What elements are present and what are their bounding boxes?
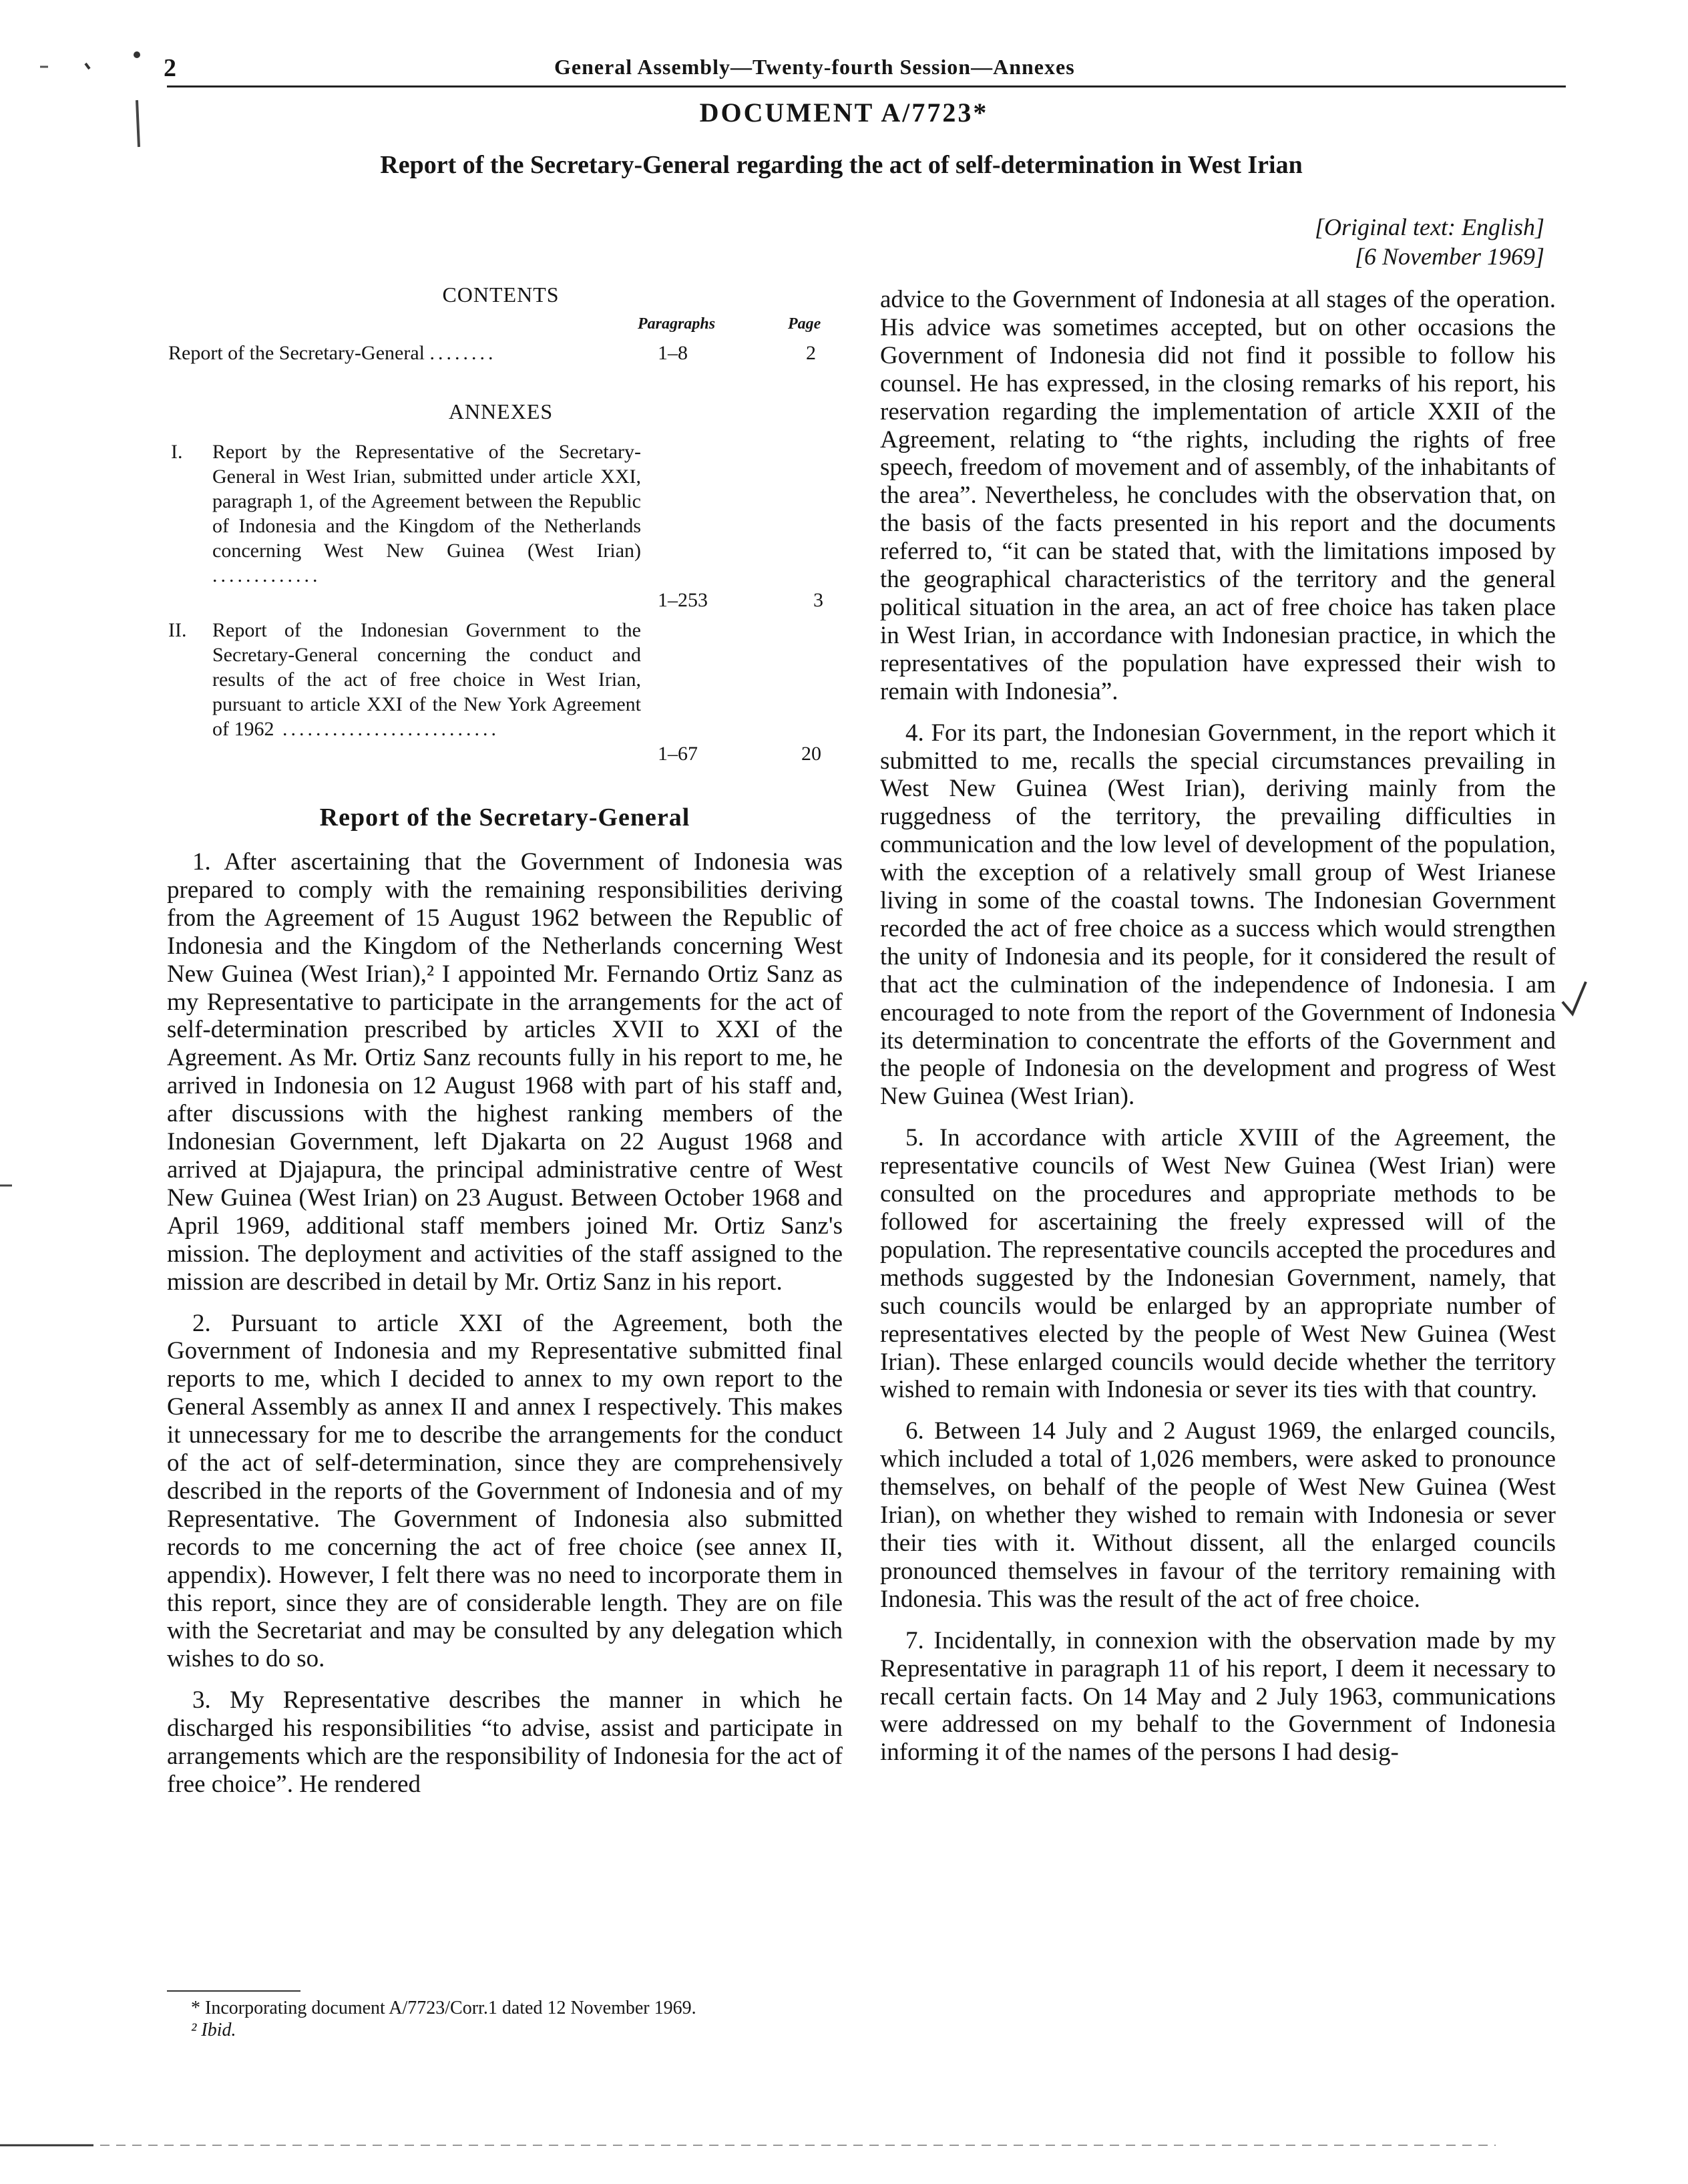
annex-number: I. — [171, 441, 183, 463]
footnote-rule — [167, 1990, 300, 1992]
annex-number: II. — [168, 619, 187, 641]
right-column — [880, 286, 1556, 1780]
document-title: Report of the Secretary-General regarding the act of self-determination in West Irian — [380, 151, 1303, 179]
original-note — [1315, 212, 1544, 271]
annexes-heading: ANNEXES — [448, 399, 554, 423]
paragraph-2: 2. Pursuant to article XXI of the Agreement, both the Government of Indonesia and my Representative submitted final reports to me, which I decided to annex to my own report to the General Assembly as annex II and annex I respectively. This makes it unnecessary for me to describe the arrangements for the conduct of the act of self-determination, since they are comprehensively described in the reports of the Government of Indonesia and of my Representative. The Government of Indonesia also submitted records to me concerning the act of free choice (see annex II, appendix). However, I felt there was no need to incorporate them in this report, since they are of considerable length. They are on file with the Secretariat and may be consulted by any delegation which wishes to do so. — [167, 1309, 843, 1673]
contents-col-page: Page — [788, 315, 821, 333]
toc-entry-label: Report of the Secretary-General — [168, 342, 425, 364]
contents-heading: CONTENTS — [442, 283, 560, 307]
paragraph-4: 4. For its part, the Indonesian Government, in the report which it submitted to me, recalls the special circumstances prevailing in West New Guinea (West Irian), deriving mainly from the ruggedness of the territory, the prevailing difficulties in communication and the low level of development of the population, with the exception of a relatively small group of West Irianese living in some of the coastal towns. The Indonesian Government recorded the act of free choice as a success which would strengthen the unity of Indonesia and its people, for it considered the result of that act the culmination of the independence of Indonesia. I am encouraged to note from the report of the Government of Indonesia its determination to concentrate the efforts of the Government and the people of Indonesia on the development and progress of West New Guinea (West Irian). — [880, 719, 1556, 1111]
running-title: General Assembly—Twenty-fourth Session—Annexes — [554, 55, 1075, 79]
paragraph-3-continued: advice to the Government of Indonesia at all stages of the operation. His advice was sometimes accepted, but on other occasions the Government of Indonesia did not find it possible to follow his counsel. He has expressed, in the closing remarks of his report, his reservation regarding the implementation of article XXII of the Agreement, relating to “the rights, including the rights of free speech, freedom of movement and of assembly, of the inhabitants of the area”. Nevertheless, he concludes with the observation that, on the basis of the facts presented in his report and the documents referred to, “it can be stated that, with the limitations imposed by the geographical characteristics of the territory and the general political situation in the area, an act of free choice has taken place in West Irian, in accordance with Indonesian practice, in which the representatives of the population have expressed their wish to remain with Indonesia”. — [880, 286, 1556, 705]
annex-ii-title: Report of the Indonesian Government to the Secretary-General concerning the conduct and results of the act of free choice in West Irian, pursuant to article XXI of the New York Agreement of 1962 .......................... — [212, 619, 641, 740]
toc-entry-page: 2 — [806, 342, 816, 364]
paragraph-3: 3. My Representative describes the manner in which he discharged his responsibilities “to advise, assist and participate in arrangements which are the responsibility of Indonesia for the act of free choice”. He rendered — [167, 1686, 843, 1798]
contents-col-paragraphs: Paragraphs — [638, 315, 716, 333]
left-column — [167, 848, 843, 1812]
margin-mark — [134, 51, 140, 58]
original-text-language: [Original text: English] — [1315, 214, 1544, 240]
dot-leader: ............. — [212, 564, 321, 586]
annex-i-page: 3 — [813, 589, 823, 611]
footnote-2: ² Ibid. — [191, 2020, 236, 2040]
toc-entry-paragraphs: 1–8 — [658, 342, 688, 364]
margin-mark — [85, 63, 89, 69]
paragraph-5: 5. In accordance with article XVIII of the Agreement, the representative councils of West New Guinea (West Irian) were consulted on the procedures and appropriate methods to be followed for ascertaining the freely expressed will of the population. The representative councils accepted the procedures and methods suggested by the Indonesian Government, namely, that such councils would be enlarged by an appropriate number of representatives elected by the people of West New Guinea (West Irian). These enlarged councils would decide whether the territory wished to remain with Indonesia or sever its ties with that country. — [880, 1124, 1556, 1404]
document-number: DOCUMENT A/7723* — [699, 98, 989, 128]
footnote-asterisk: * Incorporating document A/7723/Corr.1 dated 12 November 1969. — [191, 1998, 696, 2018]
annex-ii-paragraphs: 1–67 — [658, 743, 698, 765]
paragraph-7: 7. Incidentally, in connexion with the observation made by my Representative in paragraph 11 of his report, I deem it necessary to recall certain facts. On 14 May and 2 July 1963, communications were addressed on my behalf to the Government of Indonesia informing it of the names of the persons I had desig- — [880, 1626, 1556, 1767]
original-date: [6 November 1969] — [1355, 243, 1544, 270]
paragraph-6: 6. Between 14 July and 2 August 1969, the enlarged councils, which included a total of 1,026 members, were asked to pronounce themselves, on behalf of the people of West New Guinea (West Irian), on whether they wished to remain with Indonesia or sever their ties with it. Without dissent, all the enlarged councils pronounced themselves in favour of the territory remaining with Indonesia. This was the result of the act of free choice. — [880, 1417, 1556, 1613]
page-number: 2 — [164, 54, 176, 82]
paragraph-1: 1. After ascertaining that the Government of Indonesia was prepared to comply with the remaining responsibilities deriving from the Agreement of 15 August 1962 between the Republic of Indonesia and the Kingdom of the Netherlands concerning West New Guinea (West Irian),² I appointed Mr. Fernando Ortiz Sanz as my Representative to participate in the arrangements for the act of self-determination prescribed by articles XVII to XXI of the Agreement. As Mr. Ortiz Sanz recounts fully in his report to me, he arrived in Indonesia on 12 August 1968 with part of his staff and, after discussions with the highest ranking members of the Indonesian Government, left Djakarta on 22 August 1968 and arrived at Djajapura, the principal administrative centre of West New Guinea (West Irian) on 23 August. Between October 1968 and April 1969, additional staff members joined Mr. Ortiz Sanz's mission. The deployment and activities of the staff assigned to the mission are described in detail by Mr. Ortiz Sanz in his report. — [167, 848, 843, 1296]
footnotes — [167, 1997, 843, 2041]
dot-leader: ........ — [429, 342, 497, 364]
annex-i-paragraphs: 1–253 — [658, 589, 708, 611]
dot-leader: .......................... — [274, 718, 499, 740]
annex-ii-page: 20 — [801, 743, 821, 765]
section-heading: Report of the Secretary-General — [319, 803, 690, 832]
checkmark-icon — [1562, 982, 1586, 1014]
annex-i-title: Report by the Representative of the Secretary-General in West Irian, submitted under article XXI, paragraph 1, of the Agreement between the Republic of Indonesia and the Kingdom of the Netherlands concerning West New Guinea (West Irian) ............. — [212, 441, 641, 586]
header-rule — [167, 85, 1566, 87]
toc-entry-main — [168, 341, 649, 365]
